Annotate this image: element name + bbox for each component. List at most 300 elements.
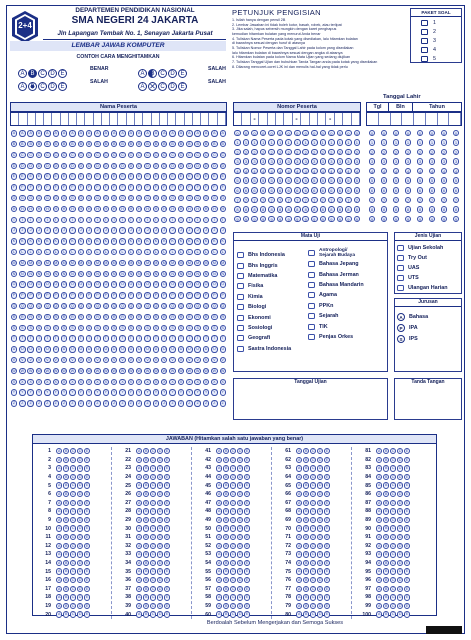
name-bubble[interactable]: [219, 333, 226, 344]
nomor-bubble[interactable]: [302, 128, 309, 138]
name-bubble[interactable]: [52, 193, 59, 204]
nomor-bubble[interactable]: [311, 166, 318, 176]
jenis-ujian-option-checkbox[interactable]: [397, 265, 404, 271]
answer-bubble[interactable]: C: [151, 526, 155, 531]
answer-bubble[interactable]: C: [151, 578, 155, 582]
name-bubble[interactable]: [161, 344, 168, 355]
name-bubble[interactable]: [178, 268, 185, 279]
answer-bubble[interactable]: B: [384, 500, 388, 505]
tanggal-column[interactable]: [369, 128, 376, 224]
name-bubble[interactable]: [169, 398, 176, 409]
name-bubble[interactable]: [219, 322, 226, 333]
name-bubble[interactable]: [169, 301, 176, 312]
name-bubble[interactable]: [52, 290, 59, 301]
name-bubble[interactable]: [161, 171, 168, 182]
name-bubble[interactable]: [211, 268, 218, 279]
name-bubble[interactable]: [77, 193, 84, 204]
answer-bubble[interactable]: D: [238, 552, 242, 557]
name-bubble[interactable]: [86, 355, 93, 366]
nomor-bubble[interactable]: [268, 128, 275, 138]
tanggal-digit-box[interactable]: [391, 113, 403, 125]
name-letter-box[interactable]: [44, 113, 52, 125]
answer-row[interactable]: [117, 533, 171, 542]
name-bubble[interactable]: [44, 258, 51, 269]
name-bubble[interactable]: [186, 204, 193, 215]
answer-bubble[interactable]: C: [391, 449, 395, 454]
nomor-bubble[interactable]: [277, 176, 284, 186]
answer-bubble[interactable]: B: [64, 586, 68, 591]
name-bubble[interactable]: [19, 171, 26, 182]
name-bubble[interactable]: [19, 376, 26, 387]
name-bubble[interactable]: [211, 150, 218, 161]
answer-bubble[interactable]: C: [311, 595, 315, 600]
name-column[interactable]: [119, 128, 126, 409]
name-bubble[interactable]: [86, 301, 93, 312]
name-bubble[interactable]: [11, 214, 18, 225]
answer-bubble[interactable]: A: [137, 586, 141, 591]
name-bubble[interactable]: [186, 247, 193, 258]
name-bubble[interactable]: [203, 171, 210, 182]
tanggal-bubble[interactable]: [381, 205, 388, 215]
name-bubble[interactable]: [152, 214, 159, 225]
answer-bubble[interactable]: D: [238, 449, 242, 454]
name-bubble[interactable]: [69, 333, 76, 344]
name-bubble[interactable]: [211, 322, 218, 333]
name-bubble[interactable]: [144, 333, 151, 344]
name-bubble[interactable]: [94, 290, 101, 301]
name-bubble[interactable]: [19, 366, 26, 377]
name-bubble[interactable]: [86, 139, 93, 150]
answer-bubble[interactable]: C: [151, 457, 155, 462]
name-letter-box[interactable]: [61, 113, 69, 125]
name-bubble[interactable]: [186, 160, 193, 171]
answer-bubble[interactable]: A: [297, 492, 301, 497]
answer-bubble[interactable]: A: [297, 612, 301, 617]
answer-row[interactable]: [117, 447, 171, 456]
name-column[interactable]: [219, 128, 226, 409]
answer-bubble[interactable]: B: [224, 466, 228, 471]
answer-bubble[interactable]: A: [137, 483, 141, 488]
answer-bubble[interactable]: E: [85, 483, 89, 488]
answer-row[interactable]: [197, 456, 251, 465]
nomor-bubble[interactable]: [285, 214, 292, 224]
name-bubble[interactable]: [19, 301, 26, 312]
name-bubble[interactable]: [86, 258, 93, 269]
answer-bubble[interactable]: D: [78, 535, 82, 540]
answer-bubble[interactable]: B: [144, 449, 148, 454]
answer-bubble[interactable]: D: [398, 449, 402, 454]
answer-bubble[interactable]: E: [85, 526, 89, 531]
tanggal-bubble[interactable]: [417, 176, 424, 186]
name-bubble[interactable]: [178, 150, 185, 161]
name-bubble[interactable]: [194, 268, 201, 279]
name-bubble[interactable]: [194, 171, 201, 182]
answer-bubble[interactable]: E: [165, 457, 169, 462]
answer-bubble[interactable]: E: [245, 586, 249, 591]
answer-bubble[interactable]: B: [304, 492, 308, 497]
name-bubble[interactable]: [61, 150, 68, 161]
answer-bubble[interactable]: B: [304, 569, 308, 574]
name-bubble[interactable]: [219, 376, 226, 387]
answer-bubble[interactable]: B: [384, 466, 388, 471]
name-column[interactable]: [77, 128, 84, 409]
name-bubble[interactable]: [203, 301, 210, 312]
answer-bubble[interactable]: D: [158, 612, 162, 617]
name-bubble[interactable]: [44, 279, 51, 290]
name-bubble[interactable]: [178, 366, 185, 377]
name-letter-box[interactable]: [185, 113, 193, 125]
name-bubble[interactable]: [211, 344, 218, 355]
name-bubble[interactable]: [136, 312, 143, 323]
name-bubble[interactable]: [27, 333, 34, 344]
name-bubble[interactable]: [211, 355, 218, 366]
answer-bubble[interactable]: D: [158, 552, 162, 557]
answer-bubble[interactable]: B: [224, 543, 228, 548]
answer-bubble[interactable]: D: [238, 535, 242, 540]
name-bubble[interactable]: [211, 214, 218, 225]
tanggal-bubble[interactable]: [381, 186, 388, 196]
name-bubble[interactable]: [119, 171, 126, 182]
name-bubble[interactable]: [136, 236, 143, 247]
answer-bubble[interactable]: D: [398, 466, 402, 471]
jenis-ujian-option-checkbox[interactable]: [397, 255, 404, 261]
name-column[interactable]: [44, 128, 51, 409]
name-bubble[interactable]: [136, 376, 143, 387]
name-bubble[interactable]: [61, 225, 68, 236]
answer-bubble[interactable]: D: [78, 586, 82, 591]
answer-bubble[interactable]: D: [238, 517, 242, 522]
answer-row[interactable]: [197, 585, 251, 594]
answer-bubble[interactable]: C: [231, 449, 235, 454]
name-bubble[interactable]: [169, 214, 176, 225]
nomor-bubble[interactable]: [302, 157, 309, 167]
name-bubble[interactable]: [119, 355, 126, 366]
answer-bubble[interactable]: C: [71, 449, 75, 454]
name-bubble[interactable]: [102, 193, 109, 204]
name-bubble[interactable]: [44, 236, 51, 247]
name-bubble[interactable]: [102, 344, 109, 355]
answer-row[interactable]: [357, 464, 411, 473]
nomor-bubble[interactable]: [345, 157, 352, 167]
nomor-bubble[interactable]: [251, 147, 258, 157]
name-bubble[interactable]: [144, 366, 151, 377]
name-bubble[interactable]: [169, 279, 176, 290]
tanggal-bubble[interactable]: [405, 214, 412, 224]
name-bubble[interactable]: [152, 258, 159, 269]
answer-bubble[interactable]: B: [224, 517, 228, 522]
name-bubble[interactable]: [52, 182, 59, 193]
name-letter-box[interactable]: [69, 113, 77, 125]
answer-bubble[interactable]: B: [64, 612, 68, 617]
answer-bubble[interactable]: E: [325, 449, 329, 454]
name-bubble[interactable]: [102, 376, 109, 387]
nomor-bubble[interactable]: [260, 157, 267, 167]
name-bubble[interactable]: [186, 258, 193, 269]
name-bubble[interactable]: [152, 182, 159, 193]
name-bubble[interactable]: [186, 398, 193, 409]
name-bubble[interactable]: [144, 171, 151, 182]
answer-bubble[interactable]: A: [377, 449, 381, 454]
name-bubble[interactable]: [86, 128, 93, 139]
name-bubble[interactable]: [36, 258, 43, 269]
mata-uji-option-checkbox[interactable]: [237, 325, 244, 331]
answer-bubble[interactable]: A: [57, 526, 61, 531]
answer-bubble[interactable]: A: [217, 449, 221, 454]
answer-row[interactable]: [197, 567, 251, 576]
name-bubble[interactable]: [69, 279, 76, 290]
answer-bubble[interactable]: C: [71, 457, 75, 462]
answer-bubble[interactable]: B: [144, 526, 148, 531]
name-bubble[interactable]: [19, 333, 26, 344]
jenis-ujian-option[interactable]: [397, 243, 448, 253]
name-bubble[interactable]: [36, 376, 43, 387]
name-bubble[interactable]: [127, 290, 134, 301]
answer-bubble[interactable]: C: [391, 466, 395, 471]
name-bubble[interactable]: [52, 171, 59, 182]
tanggal-bubble[interactable]: [417, 147, 424, 157]
nomor-bubble[interactable]: [328, 214, 335, 224]
tanggal-column[interactable]: [417, 128, 424, 224]
name-bubble[interactable]: [169, 387, 176, 398]
name-bubble[interactable]: [77, 225, 84, 236]
name-bubble[interactable]: [219, 279, 226, 290]
name-bubble[interactable]: [144, 247, 151, 258]
tanggal-bubble[interactable]: [405, 186, 412, 196]
answer-bubble[interactable]: B: [384, 449, 388, 454]
name-bubble[interactable]: [161, 387, 168, 398]
mata-uji-left-list[interactable]: [237, 250, 291, 354]
name-bubble[interactable]: [86, 160, 93, 171]
nomor-bubble[interactable]: [336, 157, 343, 167]
nomor-bubble[interactable]: [328, 205, 335, 215]
name-bubble[interactable]: [86, 171, 93, 182]
name-bubble[interactable]: [27, 225, 34, 236]
nama-peserta-grid[interactable]: [10, 128, 227, 418]
nomor-bubble[interactable]: [302, 176, 309, 186]
answer-bubble[interactable]: A: [377, 526, 381, 531]
tanggal-bubble[interactable]: [453, 176, 460, 186]
answer-bubble[interactable]: C: [71, 552, 75, 557]
answer-bubble[interactable]: E: [325, 603, 329, 608]
answer-bubble[interactable]: A: [377, 492, 381, 497]
name-bubble[interactable]: [52, 376, 59, 387]
answer-bubble[interactable]: A: [57, 586, 61, 591]
answer-bubble[interactable]: E: [405, 612, 409, 617]
name-bubble[interactable]: [69, 236, 76, 247]
nomor-bubble[interactable]: [302, 214, 309, 224]
name-bubble[interactable]: [161, 214, 168, 225]
name-bubble[interactable]: [44, 268, 51, 279]
name-bubble[interactable]: [186, 344, 193, 355]
answer-row[interactable]: [37, 481, 91, 490]
name-bubble[interactable]: [102, 236, 109, 247]
name-bubble[interactable]: [61, 214, 68, 225]
answer-bubble[interactable]: B: [304, 517, 308, 522]
answer-bubble[interactable]: A: [217, 466, 221, 471]
answer-bubble[interactable]: B: [144, 586, 148, 591]
name-column[interactable]: [19, 128, 26, 409]
name-bubble[interactable]: [44, 387, 51, 398]
jenis-ujian-option-checkbox[interactable]: [397, 275, 404, 281]
name-bubble[interactable]: [144, 258, 151, 269]
name-bubble[interactable]: [152, 279, 159, 290]
answer-bubble[interactable]: B: [224, 560, 228, 565]
name-bubble[interactable]: [169, 258, 176, 269]
answer-bubble[interactable]: A: [297, 509, 301, 514]
answer-column[interactable]: [357, 447, 411, 619]
name-letter-box[interactable]: [160, 113, 168, 125]
name-bubble[interactable]: [102, 290, 109, 301]
answer-row[interactable]: [37, 490, 91, 499]
name-bubble[interactable]: [161, 333, 168, 344]
name-bubble[interactable]: [86, 214, 93, 225]
nomor-bubble[interactable]: [251, 195, 258, 205]
name-bubble[interactable]: [161, 150, 168, 161]
name-bubble[interactable]: [94, 366, 101, 377]
name-bubble[interactable]: [94, 214, 101, 225]
name-bubble[interactable]: [19, 279, 26, 290]
jurusan-bubble[interactable]: P: [397, 324, 405, 332]
nomor-bubble[interactable]: [294, 176, 301, 186]
answer-row[interactable]: [117, 507, 171, 516]
name-bubble[interactable]: [144, 322, 151, 333]
answer-bubble[interactable]: B: [64, 535, 68, 540]
answer-row[interactable]: [277, 507, 331, 516]
name-bubble[interactable]: [161, 204, 168, 215]
tanggal-bubble[interactable]: [417, 128, 424, 138]
name-bubble[interactable]: [144, 290, 151, 301]
answer-bubble[interactable]: D: [398, 500, 402, 505]
name-bubble[interactable]: [194, 182, 201, 193]
name-bubble[interactable]: [102, 333, 109, 344]
name-bubble[interactable]: [102, 225, 109, 236]
mata-uji-option-checkbox[interactable]: [308, 324, 315, 330]
name-bubble[interactable]: [211, 171, 218, 182]
name-bubble[interactable]: [19, 193, 26, 204]
name-bubble[interactable]: [27, 171, 34, 182]
tanggal-bubble[interactable]: [429, 195, 436, 205]
nomor-bubble[interactable]: [302, 138, 309, 148]
answer-bubble[interactable]: C: [151, 483, 155, 488]
answer-bubble[interactable]: C: [71, 483, 75, 488]
name-bubble[interactable]: [119, 182, 126, 193]
name-bubble[interactable]: [94, 398, 101, 409]
answer-bubble[interactable]: A: [377, 543, 381, 548]
answer-bubble[interactable]: E: [405, 586, 409, 591]
name-bubble[interactable]: [44, 301, 51, 312]
answer-bubble[interactable]: E: [325, 595, 329, 600]
answer-bubble[interactable]: E: [165, 612, 169, 617]
name-bubble[interactable]: [144, 193, 151, 204]
answer-bubble[interactable]: E: [85, 612, 89, 617]
name-bubble[interactable]: [69, 366, 76, 377]
answer-bubble[interactable]: E: [245, 603, 249, 608]
name-bubble[interactable]: [102, 171, 109, 182]
mata-uji-option[interactable]: [237, 292, 291, 302]
name-bubble[interactable]: [127, 247, 134, 258]
answer-bubble[interactable]: A: [137, 449, 141, 454]
nomor-bubble[interactable]: [251, 205, 258, 215]
name-bubble[interactable]: [102, 301, 109, 312]
answer-bubble[interactable]: C: [231, 500, 235, 505]
answer-bubble[interactable]: E: [85, 595, 89, 600]
answer-bubble[interactable]: B: [304, 603, 308, 608]
mata-uji-option[interactable]: [308, 301, 364, 311]
answer-bubble[interactable]: B: [224, 552, 228, 557]
tanggal-bubble[interactable]: [381, 157, 388, 167]
answer-bubble[interactable]: E: [325, 483, 329, 488]
name-bubble[interactable]: [36, 344, 43, 355]
answer-row[interactable]: [197, 593, 251, 602]
name-bubble[interactable]: [194, 139, 201, 150]
answer-row[interactable]: [37, 447, 91, 456]
name-bubble[interactable]: [119, 333, 126, 344]
answer-bubble[interactable]: C: [391, 457, 395, 462]
answer-bubble[interactable]: D: [238, 483, 242, 488]
answer-bubble[interactable]: C: [151, 603, 155, 608]
name-bubble[interactable]: [203, 236, 210, 247]
name-bubble[interactable]: [144, 160, 151, 171]
name-bubble[interactable]: [127, 258, 134, 269]
name-column[interactable]: [211, 128, 218, 409]
name-bubble[interactable]: [136, 322, 143, 333]
answer-bubble[interactable]: B: [304, 509, 308, 514]
name-bubble[interactable]: [186, 312, 193, 323]
answer-bubble[interactable]: E: [85, 500, 89, 505]
name-bubble[interactable]: [194, 398, 201, 409]
name-bubble[interactable]: [94, 193, 101, 204]
name-bubble[interactable]: [52, 312, 59, 323]
nomor-bubble[interactable]: [260, 186, 267, 196]
answer-bubble[interactable]: C: [311, 449, 315, 454]
nomor-column[interactable]: [328, 128, 335, 224]
name-bubble[interactable]: [219, 182, 226, 193]
tanggal-bubble[interactable]: [381, 176, 388, 186]
name-letter-box[interactable]: [201, 113, 209, 125]
nomor-bubble[interactable]: [251, 166, 258, 176]
answer-bubble[interactable]: A: [217, 560, 221, 565]
nomor-bubble[interactable]: [260, 205, 267, 215]
tanggal-bubble[interactable]: [441, 186, 448, 196]
nomor-bubble[interactable]: [294, 214, 301, 224]
answer-bubble[interactable]: E: [405, 492, 409, 497]
answer-bubble[interactable]: D: [398, 526, 402, 531]
name-bubble[interactable]: [111, 322, 118, 333]
answer-bubble[interactable]: D: [318, 612, 322, 617]
name-bubble[interactable]: [69, 204, 76, 215]
name-bubble[interactable]: [152, 301, 159, 312]
nomor-bubble[interactable]: [268, 157, 275, 167]
name-bubble[interactable]: [86, 193, 93, 204]
name-bubble[interactable]: [11, 139, 18, 150]
name-bubble[interactable]: [36, 355, 43, 366]
answer-bubble[interactable]: A: [377, 552, 381, 557]
nomor-bubble[interactable]: [353, 128, 360, 138]
answer-bubble[interactable]: E: [85, 449, 89, 454]
answer-row[interactable]: [197, 447, 251, 456]
answer-bubble[interactable]: C: [231, 457, 235, 462]
answer-bubble[interactable]: A: [57, 492, 61, 497]
answer-bubble[interactable]: E: [165, 595, 169, 600]
nomor-bubble[interactable]: [285, 128, 292, 138]
answer-bubble[interactable]: A: [377, 595, 381, 600]
name-column[interactable]: [203, 128, 210, 409]
mata-uji-option[interactable]: [237, 323, 291, 333]
answer-bubble[interactable]: A: [297, 569, 301, 574]
nomor-bubble[interactable]: [319, 195, 326, 205]
name-bubble[interactable]: [19, 398, 26, 409]
answer-bubble[interactable]: C: [151, 586, 155, 591]
